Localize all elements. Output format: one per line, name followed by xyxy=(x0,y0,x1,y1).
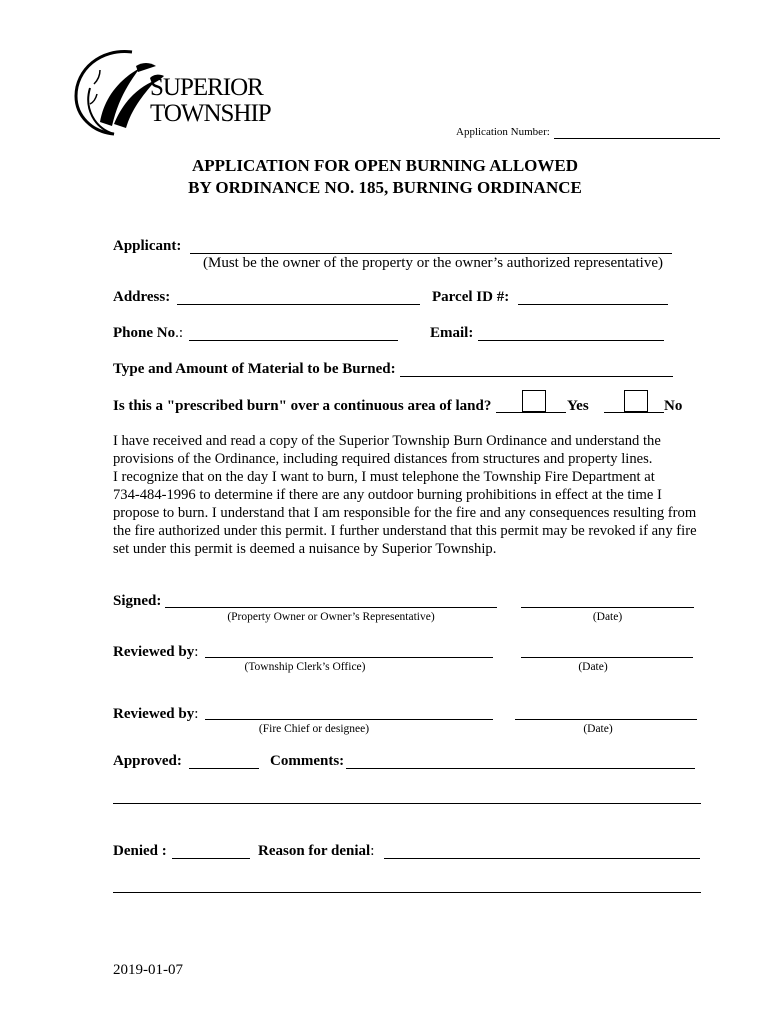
address-label: Address: xyxy=(113,289,171,305)
email-label: Email: xyxy=(430,325,474,341)
phone-line[interactable] xyxy=(189,340,398,341)
statement-line-3: I recognize that on the day I want to burn, I must telephone the Township Fire Department at xyxy=(113,469,655,485)
reviewed-chief-label-text: Reviewed by xyxy=(113,706,195,722)
signed-line[interactable] xyxy=(165,607,497,608)
township-logo xyxy=(70,44,270,144)
reviewed-chief-date-caption: (Date) xyxy=(583,723,613,735)
reviewed-chief-label xyxy=(113,706,198,723)
approved-line[interactable] xyxy=(189,768,259,769)
material-line[interactable] xyxy=(400,376,673,377)
reviewed-chief-date-line[interactable] xyxy=(515,719,697,720)
signed-date-caption: (Date) xyxy=(592,611,623,623)
signed-label: Signed: xyxy=(113,593,162,609)
reason-label xyxy=(258,843,374,860)
form-title-line-1: APPLICATION FOR OPEN BURNING ALLOWED xyxy=(192,156,578,175)
address-line[interactable] xyxy=(177,304,420,305)
reviewed-chief-colon: : xyxy=(194,706,199,722)
applicant-label: Applicant: xyxy=(113,238,182,254)
comments-label: Comments: xyxy=(270,753,345,769)
signed-date-line[interactable] xyxy=(521,607,694,608)
reason-continuation-line[interactable] xyxy=(113,892,701,893)
reviewed-chief-caption: (Fire Chief or designee) xyxy=(258,723,370,735)
statement-line-4: 734-484-1996 to determine if there are any outdoor burning prohibitions in effect at the time I xyxy=(113,487,662,503)
denied-line[interactable] xyxy=(172,858,250,859)
material-label: Type and Amount of Material to be Burned: xyxy=(113,361,396,377)
comments-continuation-line[interactable] xyxy=(113,803,701,804)
statement-line-7: set under this permit is deemed a nuisance by Superior Township. xyxy=(113,541,497,557)
form-title-line-2: BY ORDINANCE NO. 185, BURNING ORDINANCE xyxy=(188,178,582,197)
approved-label: Approved: xyxy=(113,753,182,769)
prescribed-question: Is this a "prescribed burn" over a continuous area of land? xyxy=(113,398,492,414)
burn-statement xyxy=(113,432,697,558)
signed-caption: (Property Owner or Owner’s Representative) xyxy=(227,611,435,623)
reason-line[interactable] xyxy=(384,858,700,859)
yes-line xyxy=(496,412,566,413)
no-line xyxy=(604,412,664,413)
reviewed-clerk-caption: (Township Clerk’s Office) xyxy=(244,661,366,673)
logo-line-2: TOWNSHIP xyxy=(150,100,271,127)
reviewed-clerk-label xyxy=(113,644,198,661)
applicant-line[interactable] xyxy=(190,253,672,254)
revision-date: 2019-01-07 xyxy=(113,962,183,978)
no-checkbox[interactable] xyxy=(624,390,648,412)
comments-line[interactable] xyxy=(346,768,695,769)
reviewed-chief-line[interactable] xyxy=(205,719,493,720)
phone-label xyxy=(113,325,183,342)
application-number-line[interactable] xyxy=(554,138,720,139)
yes-label: Yes xyxy=(567,398,589,414)
reviewed-clerk-colon: : xyxy=(194,644,199,660)
statement-line-1: I have received and read a copy of the Superior Township Burn Ordinance and understand the xyxy=(113,433,661,449)
parcel-line[interactable] xyxy=(518,304,668,305)
reviewed-clerk-line[interactable] xyxy=(205,657,493,658)
statement-line-5: propose to burn. I understand that I am responsible for the fire and any consequences resulting from xyxy=(113,505,697,521)
reviewed-clerk-date-line[interactable] xyxy=(521,657,693,658)
reviewed-clerk-label-text: Reviewed by xyxy=(113,644,195,660)
reason-colon: : xyxy=(370,843,375,859)
no-label: No xyxy=(664,398,683,414)
phone-label-suffix: .: xyxy=(175,325,184,341)
application-number-label: Application Number: xyxy=(456,126,550,138)
denied-label: Denied : xyxy=(113,843,167,859)
applicant-note: (Must be the owner of the property or the owner’s authorized representative) xyxy=(203,255,663,271)
phone-label-text: Phone No xyxy=(113,325,176,341)
parcel-label: Parcel ID #: xyxy=(432,289,510,305)
statement-line-2: provisions of the Ordinance, including required distances from structures and property lines. xyxy=(113,451,653,467)
statement-line-6: the fire authorized under this permit. I further understand that this permit may be revoked if any fire xyxy=(113,523,697,539)
logo-line-1: SUPERIOR xyxy=(150,74,263,101)
reason-label-text: Reason for denial xyxy=(258,843,371,859)
reviewed-clerk-date-caption: (Date) xyxy=(578,661,608,673)
email-line[interactable] xyxy=(478,340,664,341)
yes-checkbox[interactable] xyxy=(522,390,546,412)
